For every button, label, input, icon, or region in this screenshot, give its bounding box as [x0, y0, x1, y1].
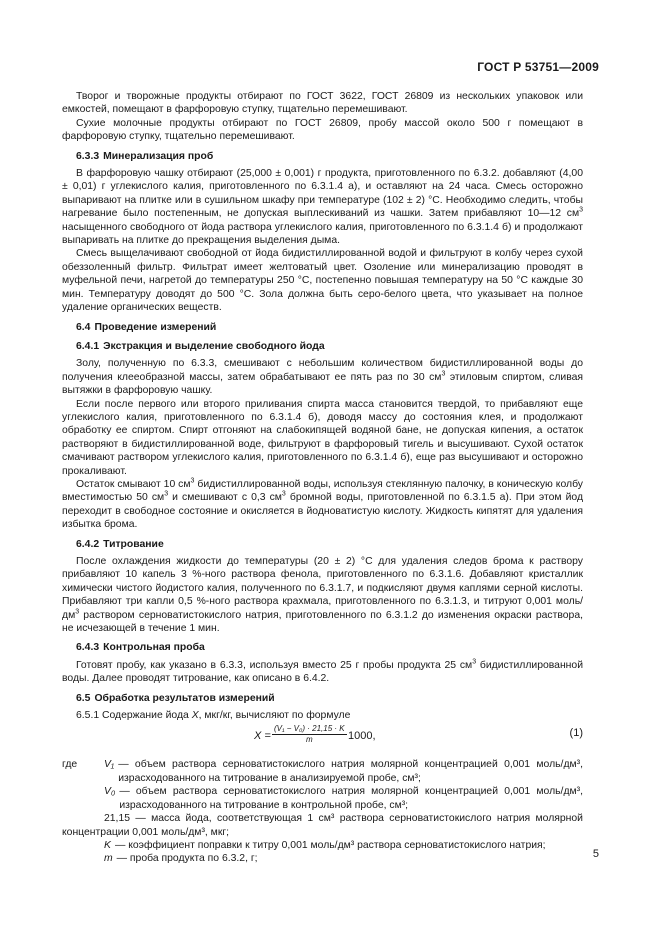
variable-symbol: V₁	[104, 759, 115, 771]
section-heading: 6.4 Проведение измерений	[76, 321, 217, 333]
variable-symbol: K	[104, 839, 111, 851]
paragraph: Творог и творожные продукты отбирают по ГОСТ 3622, ГОСТ 26809 из нескольких упаковок или емкостей, помещают в фарфоровую ступку, тщательно перемешивают.	[62, 91, 583, 116]
paragraph: Остаток смывают 10 $см^3$ бидистиллированной воды, используя стеклянную палочку, в коническую колбу вместимостью 50 $см^3$ и смешивают с 0,3 $см^3$ бромной воды, приготовленной по 6.3.1.5 а). При этом йод переходит в свободное состояние и окисляется в йодноватистую кислоту. Жидкость кипятят для удаления избытка брома.	[62, 477, 584, 531]
variable-symbol: V₀	[104, 786, 116, 798]
section-heading: 6.5 Обработка результатов измерений	[76, 692, 275, 704]
formula-denominator: m	[305, 735, 313, 745]
formula	[62, 724, 583, 754]
variable-description: — коэффициент поправки к титру 0,001 моль/дм³ раствора серноватистокислого натрия;	[114, 839, 546, 851]
paragraph: В фарфоровую чашку отбирают (25,000 ± 0,001) г продукта, приготовленного по 6.3.2. добавляют (4,00 ± 0,01) г углекислого калия, приготовленного по 6.3.1.4 а), и оставляют на 24 часа. Смесь осторожно выпаривают на плитке или в сушильном шкафу при температуре (102 ± 2) °С. Необходимо следить, чтобы нагревание было постепенным, не допуская выплескиваний из чашки. Затем прибавляют 10—12 $см^3$ насыщенного свободного от йода раствора углекислого калия, приготовленного по 6.3.1.4 б) и продолжают выпаривать на плитке до прекращения выделения дыма.	[62, 168, 583, 247]
variable-description: — проба продукта по 6.3.2, г;	[116, 853, 258, 865]
definition-paragraph: 21,15 — масса йода, соответствующая 1 см³ раствора серноватистокислого натрия молярной концентрации 0,001 моль/дм³, мкг;	[62, 813, 583, 838]
variable-description: — объем раствора серноватистокислого натрия молярной концентрацией 0,001 моль/дм³, израсходованного на титрование в анализируемой пробе, см³;	[118, 759, 583, 784]
paragraph: Смесь выщелачивают свободной от йода бидистиллированной водой и фильтруют в колбу через сухой обеззоленный фильтр. Фильтрат имеет желтоватый цвет. Озоление или минерализацию проводят в муфельной печи, нагретой до температуры 250 °С, постепенно повышая температуру на 50 °С каждые 30 мин. Температуру доводят до 500 °С. Зола должна быть серо-белого цвета, что указывает на полное удаление органических веществ.	[62, 248, 583, 314]
formula-fraction	[272, 724, 347, 745]
definition-row	[62, 839, 583, 852]
standard-header: ГОСТ Р 53751—2009	[477, 60, 599, 74]
variable-definitions	[62, 758, 583, 865]
page-number: 5	[592, 848, 599, 860]
section-heading: 6.4.2 Титрование	[76, 538, 164, 550]
definition-row	[62, 852, 583, 865]
paragraph: Если после первого или второго приливания спирта масса становится твердой, то прибавляют еще углекислого калия, приготовленного по 6.3.1.4 б), доводя массу до состояния клея, и продолжают обработку ее спиртом. Спирт отгоняют на слабокипящей водяной бане, не допуская кипения, а остаток растворяют в бидистиллированной воде, фильтруют в фарфоровый тигель и высушивают. Сухой остаток смачивают раствором углекислого калия, приготовленного по 6.3.1.4 б), еще раз высушивают и осторожно прокаливают.	[62, 398, 583, 477]
definition-row	[62, 785, 583, 812]
variable-description: — объем раствора серноватистокислого натрия молярной концентрацией 0,001 моль/дм³, израсходованного на титрование в контрольной пробе, см³;	[119, 786, 583, 811]
formula-numerator: (V₁ − V₀) · 21,15 · K	[274, 724, 345, 734]
where-label: где	[62, 759, 78, 771]
paragraph: Готовят пробу, как указано в 6.3.3, используя вместо 25 г пробы продукта 25 $см^3$ бидистиллированной воды. Далее проводят титрование, как описано в 6.4.2.	[62, 658, 583, 685]
document-body	[62, 90, 583, 866]
paragraph: После охлаждения жидкости до температуры (20 ± 2) °С для удаления следов брома к раствору прибавляют 10 капель 3 %-ного раствора фенола, приготовленного по 6.3.1.6. Добавляют кристаллик химически чистого йодистого калия, полученного по 6.3.1.7, и подкисляют двумя каплями серной кислоты. Прибавляют три капли 0,5 %-ного раствора крахмала, приготовленного по 6.3.1.3, и титруют 0,001 моль/$дм^3$ раствором серноватистокислого натрия, приготовленного по 6.3.1.2 до изменения окраски раствора, не исчезающей в течение 1 мин.	[62, 556, 583, 635]
paragraph: 6.5.1 Содержание йода X, мкг/кг, вычисляют по формуле	[76, 710, 351, 722]
equation-number: (1)	[569, 727, 583, 740]
formula-lhs: X =	[254, 730, 271, 743]
section-heading: 6.4.3 Контрольная проба	[76, 642, 205, 654]
section-heading: 6.3.3 Минерализация проб	[76, 150, 214, 162]
section-heading: 6.4.1 Экстракция и выделение свободного йода	[76, 340, 325, 352]
variable-symbol: m	[104, 853, 113, 865]
definition-row	[62, 758, 583, 785]
paragraph: Золу, полученную по 6.3.3, смешивают с небольшим количеством бидистиллированной воды до получения клееобразной массы, затем обрабатывают ее пять раз по 30 $см^3$ этиловым спиртом, сливая вытяжки в фарфоровую чашку.	[62, 358, 584, 397]
paragraph: Сухие молочные продукты отбирают по ГОСТ 26809, пробу массой около 500 г помещают в фарфоровую ступку, тщательно перемешивают.	[62, 117, 583, 143]
formula-multiplier: 1000,	[348, 730, 376, 743]
